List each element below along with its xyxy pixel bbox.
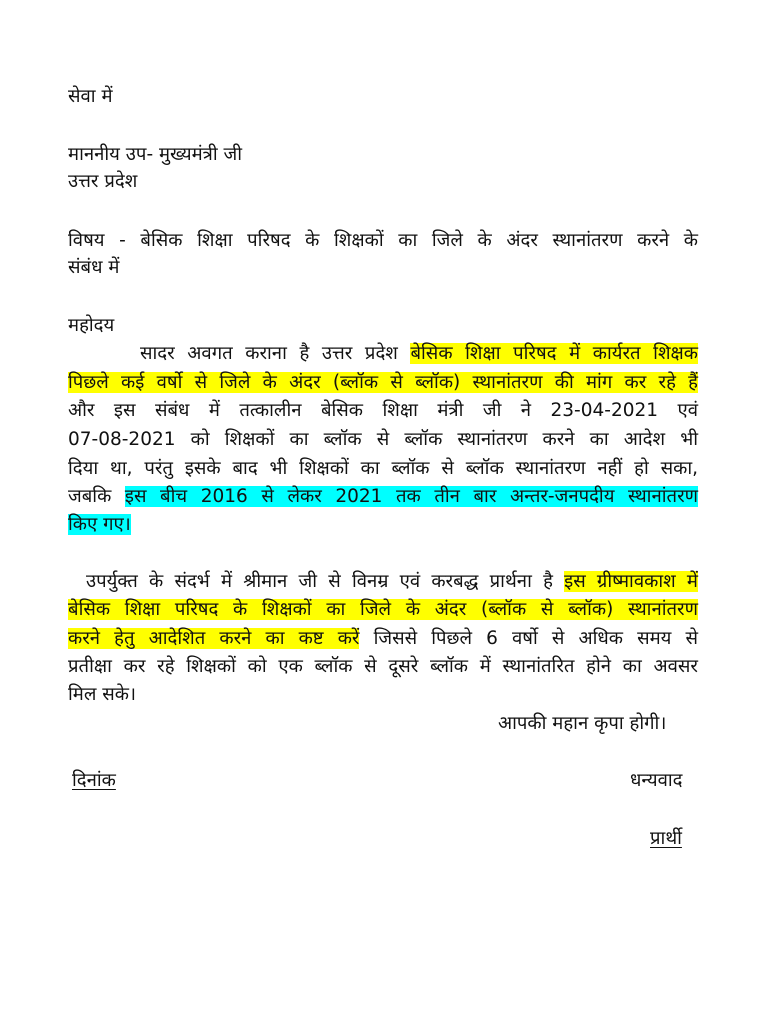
greeting: महोदय	[68, 315, 115, 336]
para1-line-4: 07-08-2021 को शिक्षकों का ब्लॉक से ब्लॉक स्थानांतरण करने का आदेश भी	[68, 429, 698, 450]
para2-line-4: प्रतीक्षा कर रहे शिक्षकों को एक ब्लॉक से दूसरे ब्लॉक में स्थानांतरित होने का अवसर	[68, 656, 698, 677]
para2-highlight: करने हेतु आदेशित करने का कष्ट करें	[68, 628, 360, 649]
para1-highlight: पिछले कई वर्षो से जिले के अंदर (ब्लॉक से ब्लॉक) स्थानांतरण की मांग कर रहे हैं	[68, 372, 698, 393]
para1-cyan-highlight: इस बीच 2016 से लेकर 2021 तक तीन बार अन्तर-जनपदीय स्थानांतरण	[124, 486, 699, 507]
para2-text: उपर्युक्त के संदर्भ में श्रीमान जी से विनम्र एवं करबद्ध प्रार्थना है	[86, 571, 565, 592]
para2-text: जिससे पिछले 6 वर्षो से अधिक समय से	[359, 628, 698, 649]
para1-line-2	[68, 370, 698, 396]
subject-line-2: संबंध में	[68, 257, 120, 278]
para2-line-2	[68, 597, 698, 623]
para1-line-1	[140, 341, 698, 367]
subject-line-1: विषय - बेसिक शिक्षा परिषद के शिक्षकों का जिले के अंदर स्थानांतरण करने के	[68, 230, 698, 251]
para1-line-6	[68, 484, 698, 510]
applicant-label: प्रार्थी	[650, 828, 682, 849]
para1-text: जबकि	[68, 486, 125, 507]
para2-line-3	[68, 626, 698, 652]
para2-highlight: बेसिक शिक्षा परिषद के शिक्षकों का जिले के अंदर (ब्लॉक से ब्लॉक) स्थानांतरण	[68, 599, 698, 620]
para2-line-5: मिल सके।	[68, 684, 137, 705]
para1-highlight: बेसिक शिक्षा परिषद में कार्यरत शिक्षक	[410, 343, 698, 364]
para2-highlight: इस ग्रीष्मावकाश में	[564, 571, 698, 592]
thanks-label: धन्यवाद	[630, 770, 683, 791]
para1-text: सादर अवगत कराना है उत्तर प्रदेश	[140, 343, 411, 364]
date-label: दिनांक	[72, 770, 116, 791]
para1-line-7	[68, 512, 131, 538]
salutation-to: सेवा में	[68, 86, 113, 107]
closing-line: आपकी महान कृपा होगी।	[498, 713, 667, 734]
addressee-state: उत्तर प्रदेश	[68, 171, 138, 192]
para2-line-1	[86, 569, 698, 595]
para1-line-5: दिया था, परंतु इसके बाद भी शिक्षकों का ब्लॉक से ब्लॉक स्थानांतरण नहीं हो सका,	[68, 458, 698, 479]
para1-line-3: और इस संबंध में तत्कालीन बेसिक शिक्षा मंत्री जी ने 23-04-2021 एवं	[68, 400, 698, 421]
addressee-title: माननीय उप- मुख्यमंत्री जी	[68, 144, 243, 165]
para1-cyan-highlight: किए गए।	[68, 514, 131, 535]
